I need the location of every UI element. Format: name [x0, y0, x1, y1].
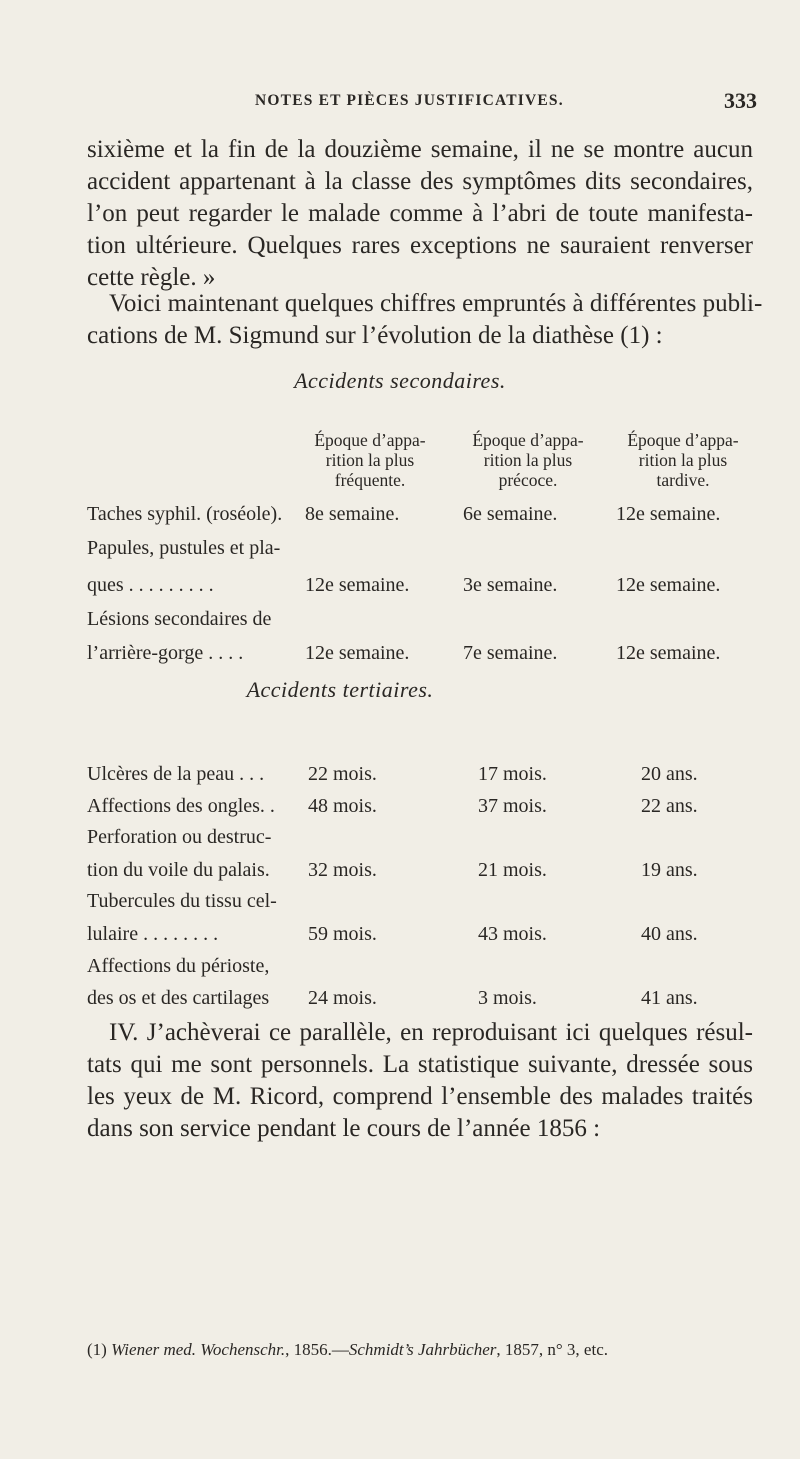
text-line: Voici maintenant quelques chiffres empruntés à différentes publi-	[109, 290, 763, 317]
row-label: Perforation ou destruc-	[87, 826, 272, 848]
text-line: dans son service pendant le cours de l’année 1856 :	[87, 1115, 601, 1142]
paragraph-2	[87, 288, 763, 352]
footnote-source: Schmidt’s Jahrbücher	[348, 1340, 497, 1359]
column-header-line: fréquente.	[334, 470, 406, 490]
paragraph-3	[87, 1017, 753, 1145]
table-cell: 3 mois.	[478, 987, 537, 1009]
tertiary-accidents-title: Accidents tertiaires.	[246, 677, 434, 702]
text-line: cations de M. Sigmund sur l’évolution de la diathèse (1) :	[87, 322, 663, 349]
text-line: tion ultérieure. Quelques rares exceptions ne sauraient renverser	[87, 232, 753, 259]
row-label: Affections des ongles. .	[87, 795, 275, 817]
running-header	[0, 88, 800, 118]
table-cell: 59 mois.	[308, 923, 377, 945]
column-header-line: Époque d’appa-	[627, 430, 739, 450]
table-cell: 12e semaine.	[305, 574, 410, 596]
table-cell: 20 ans.	[641, 763, 698, 785]
row-label: Tubercules du tissu cel-	[87, 890, 277, 912]
table-cell: 12e semaine.	[616, 503, 721, 525]
text-line: l’on peut regarder le malade comme à l’abri de toute manifesta-	[87, 200, 753, 227]
table-cell: 12e semaine.	[305, 642, 410, 664]
table-cell: 37 mois.	[478, 795, 547, 817]
paragraph-1	[87, 134, 753, 294]
column-header-line: Époque d’appa-	[314, 430, 426, 450]
footnote	[87, 1340, 608, 1360]
text-line: tats qui me sont personnels. La statistique suivante, dressée sous	[87, 1051, 753, 1078]
text-line: les yeux de M. Ricord, comprend l’ensemble des malades traités	[87, 1083, 753, 1110]
table-cell: 17 mois.	[478, 763, 547, 785]
column-header	[453, 430, 603, 490]
text-line: IV. J’achèverai ce parallèle, en reproduisant ici quelques résul-	[109, 1019, 753, 1046]
table-cell: 24 mois.	[308, 987, 377, 1009]
column-header-line: Époque d’appa-	[472, 430, 584, 450]
row-label: ques . . . . . . . . .	[87, 574, 214, 596]
row-label: Lésions secondaires de	[87, 608, 272, 630]
column-header-line: rition la plus	[325, 450, 415, 470]
table-cell: 41 ans.	[641, 987, 698, 1009]
text-line: sixième et la fin de la douzième semaine, il ne se montre aucun	[87, 136, 753, 163]
row-label: lulaire . . . . . . . .	[87, 923, 219, 945]
text-line: accident appartenant à la classe des symptômes dits secondaires,	[87, 168, 753, 195]
row-label: Ulcères de la peau . . .	[87, 763, 265, 785]
table-cell: 7e semaine.	[463, 642, 558, 664]
text-line: cette règle. »	[87, 264, 216, 291]
table-cell: 48 mois.	[308, 795, 377, 817]
row-label: Affections du périoste,	[87, 955, 270, 977]
column-header-line: rition la plus	[638, 450, 728, 470]
footnote-source: Wiener med. Wochenschr.	[111, 1340, 286, 1359]
footnote-marker: (1)	[87, 1340, 112, 1359]
table-cell: 12e semaine.	[616, 642, 721, 664]
column-header	[608, 430, 758, 490]
table-cell: 12e semaine.	[616, 574, 721, 596]
table-cell: 6e semaine.	[463, 503, 558, 525]
row-label: des os et des cartilages	[87, 987, 270, 1009]
table-cell: 3e semaine.	[463, 574, 558, 596]
footnote-separator: , 1856.—	[285, 1340, 349, 1359]
table-cell: 19 ans.	[641, 859, 698, 881]
column-header-line: tardive.	[656, 470, 710, 490]
column-header	[295, 430, 445, 490]
page-number: 333	[724, 88, 757, 113]
table-cell: 43 mois.	[478, 923, 547, 945]
column-header-line: rition la plus	[483, 450, 573, 470]
table-cell: 40 ans.	[641, 923, 698, 945]
table-cell: 32 mois.	[308, 859, 377, 881]
row-label: tion du voile du palais.	[87, 859, 270, 881]
table-cell: 22 mois.	[308, 763, 377, 785]
table-cell: 22 ans.	[641, 795, 698, 817]
header-title: NOTES ET PIÈCES JUSTIFICATIVES.	[255, 92, 564, 109]
secondary-accidents-title: Accidents secondaires.	[294, 368, 506, 393]
row-label: l’arrière-gorge . . . .	[87, 642, 244, 664]
table-cell: 8e semaine.	[305, 503, 400, 525]
row-label: Papules, pustules et pla-	[87, 537, 281, 559]
row-label: Taches syphil. (roséole).	[87, 503, 283, 525]
footnote-tail: , 1857, n° 3, etc.	[496, 1340, 608, 1359]
table-cell: 21 mois.	[478, 859, 547, 881]
column-header-line: précoce.	[498, 470, 558, 490]
